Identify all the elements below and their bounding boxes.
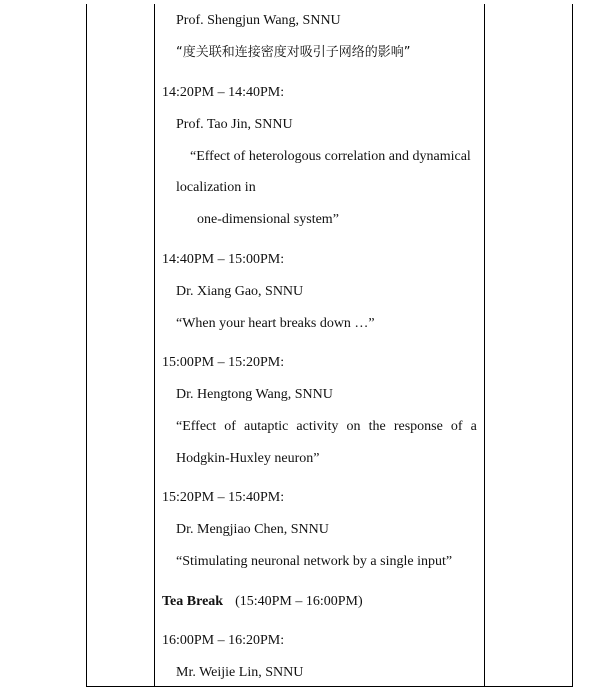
talk-title-hwang-word: of: [450, 419, 463, 434]
time-slot-1600: 16:00PM – 16:20PM:: [162, 633, 285, 648]
talk-title-jin-line1: “Effect of heterologous correlation and dynamical: [190, 149, 471, 164]
talk-title-hwang-word: activity: [296, 419, 339, 434]
talk-title-hwang-word: of: [224, 419, 236, 434]
talk-title-hwang-word: response: [393, 419, 443, 434]
speaker-hwang: Dr. Hengtong Wang, SNNU: [176, 387, 333, 402]
table-border-bottom: [86, 686, 573, 687]
time-slot-1420: 14:20PM – 14:40PM:: [162, 85, 285, 100]
table-border-left: [86, 4, 87, 687]
talk-title-hwang-word: autaptic: [244, 419, 289, 434]
talk-title-chen: “Stimulating neuronal network by a single input”: [176, 554, 453, 569]
tea-break-label: Tea Break: [162, 594, 224, 609]
talk-title-jin-line2: localization in: [176, 180, 256, 195]
time-slot-1520: 15:20PM – 15:40PM:: [162, 490, 285, 505]
speaker-lin: Mr. Weijie Lin, SNNU: [176, 665, 304, 680]
talk-title-hwang-word: the: [368, 419, 386, 434]
table-border-right: [572, 4, 573, 687]
speaker-chen: Dr. Mengjiao Chen, SNNU: [176, 522, 329, 537]
speaker-wang: Prof. Shengjun Wang, SNNU: [176, 13, 341, 28]
talk-title-hwang-word: a: [470, 419, 477, 434]
talk-title-hwang-line1: [176, 418, 477, 435]
talk-title-wang: “度关联和连接密度对吸引子网络的影响”: [176, 45, 411, 60]
tea-break-time: (15:40PM – 16:00PM): [235, 594, 363, 609]
time-slot-1440: 14:40PM – 15:00PM:: [162, 252, 285, 267]
speaker-jin: Prof. Tao Jin, SNNU: [176, 117, 293, 132]
talk-title-hwang-line2: Hodgkin-Huxley neuron”: [176, 451, 320, 466]
talk-title-gao: “When your heart breaks down …”: [176, 316, 375, 331]
table-border-col2: [484, 4, 485, 687]
talk-title-hwang-word: on: [346, 419, 361, 434]
table-border-col1: [154, 4, 155, 687]
speaker-gao: Dr. Xiang Gao, SNNU: [176, 284, 304, 299]
talk-title-jin-line3: one-dimensional system”: [197, 212, 339, 227]
talk-title-hwang-word: “Effect: [176, 419, 217, 434]
tea-break: [162, 593, 363, 610]
time-slot-1500: 15:00PM – 15:20PM:: [162, 355, 285, 370]
